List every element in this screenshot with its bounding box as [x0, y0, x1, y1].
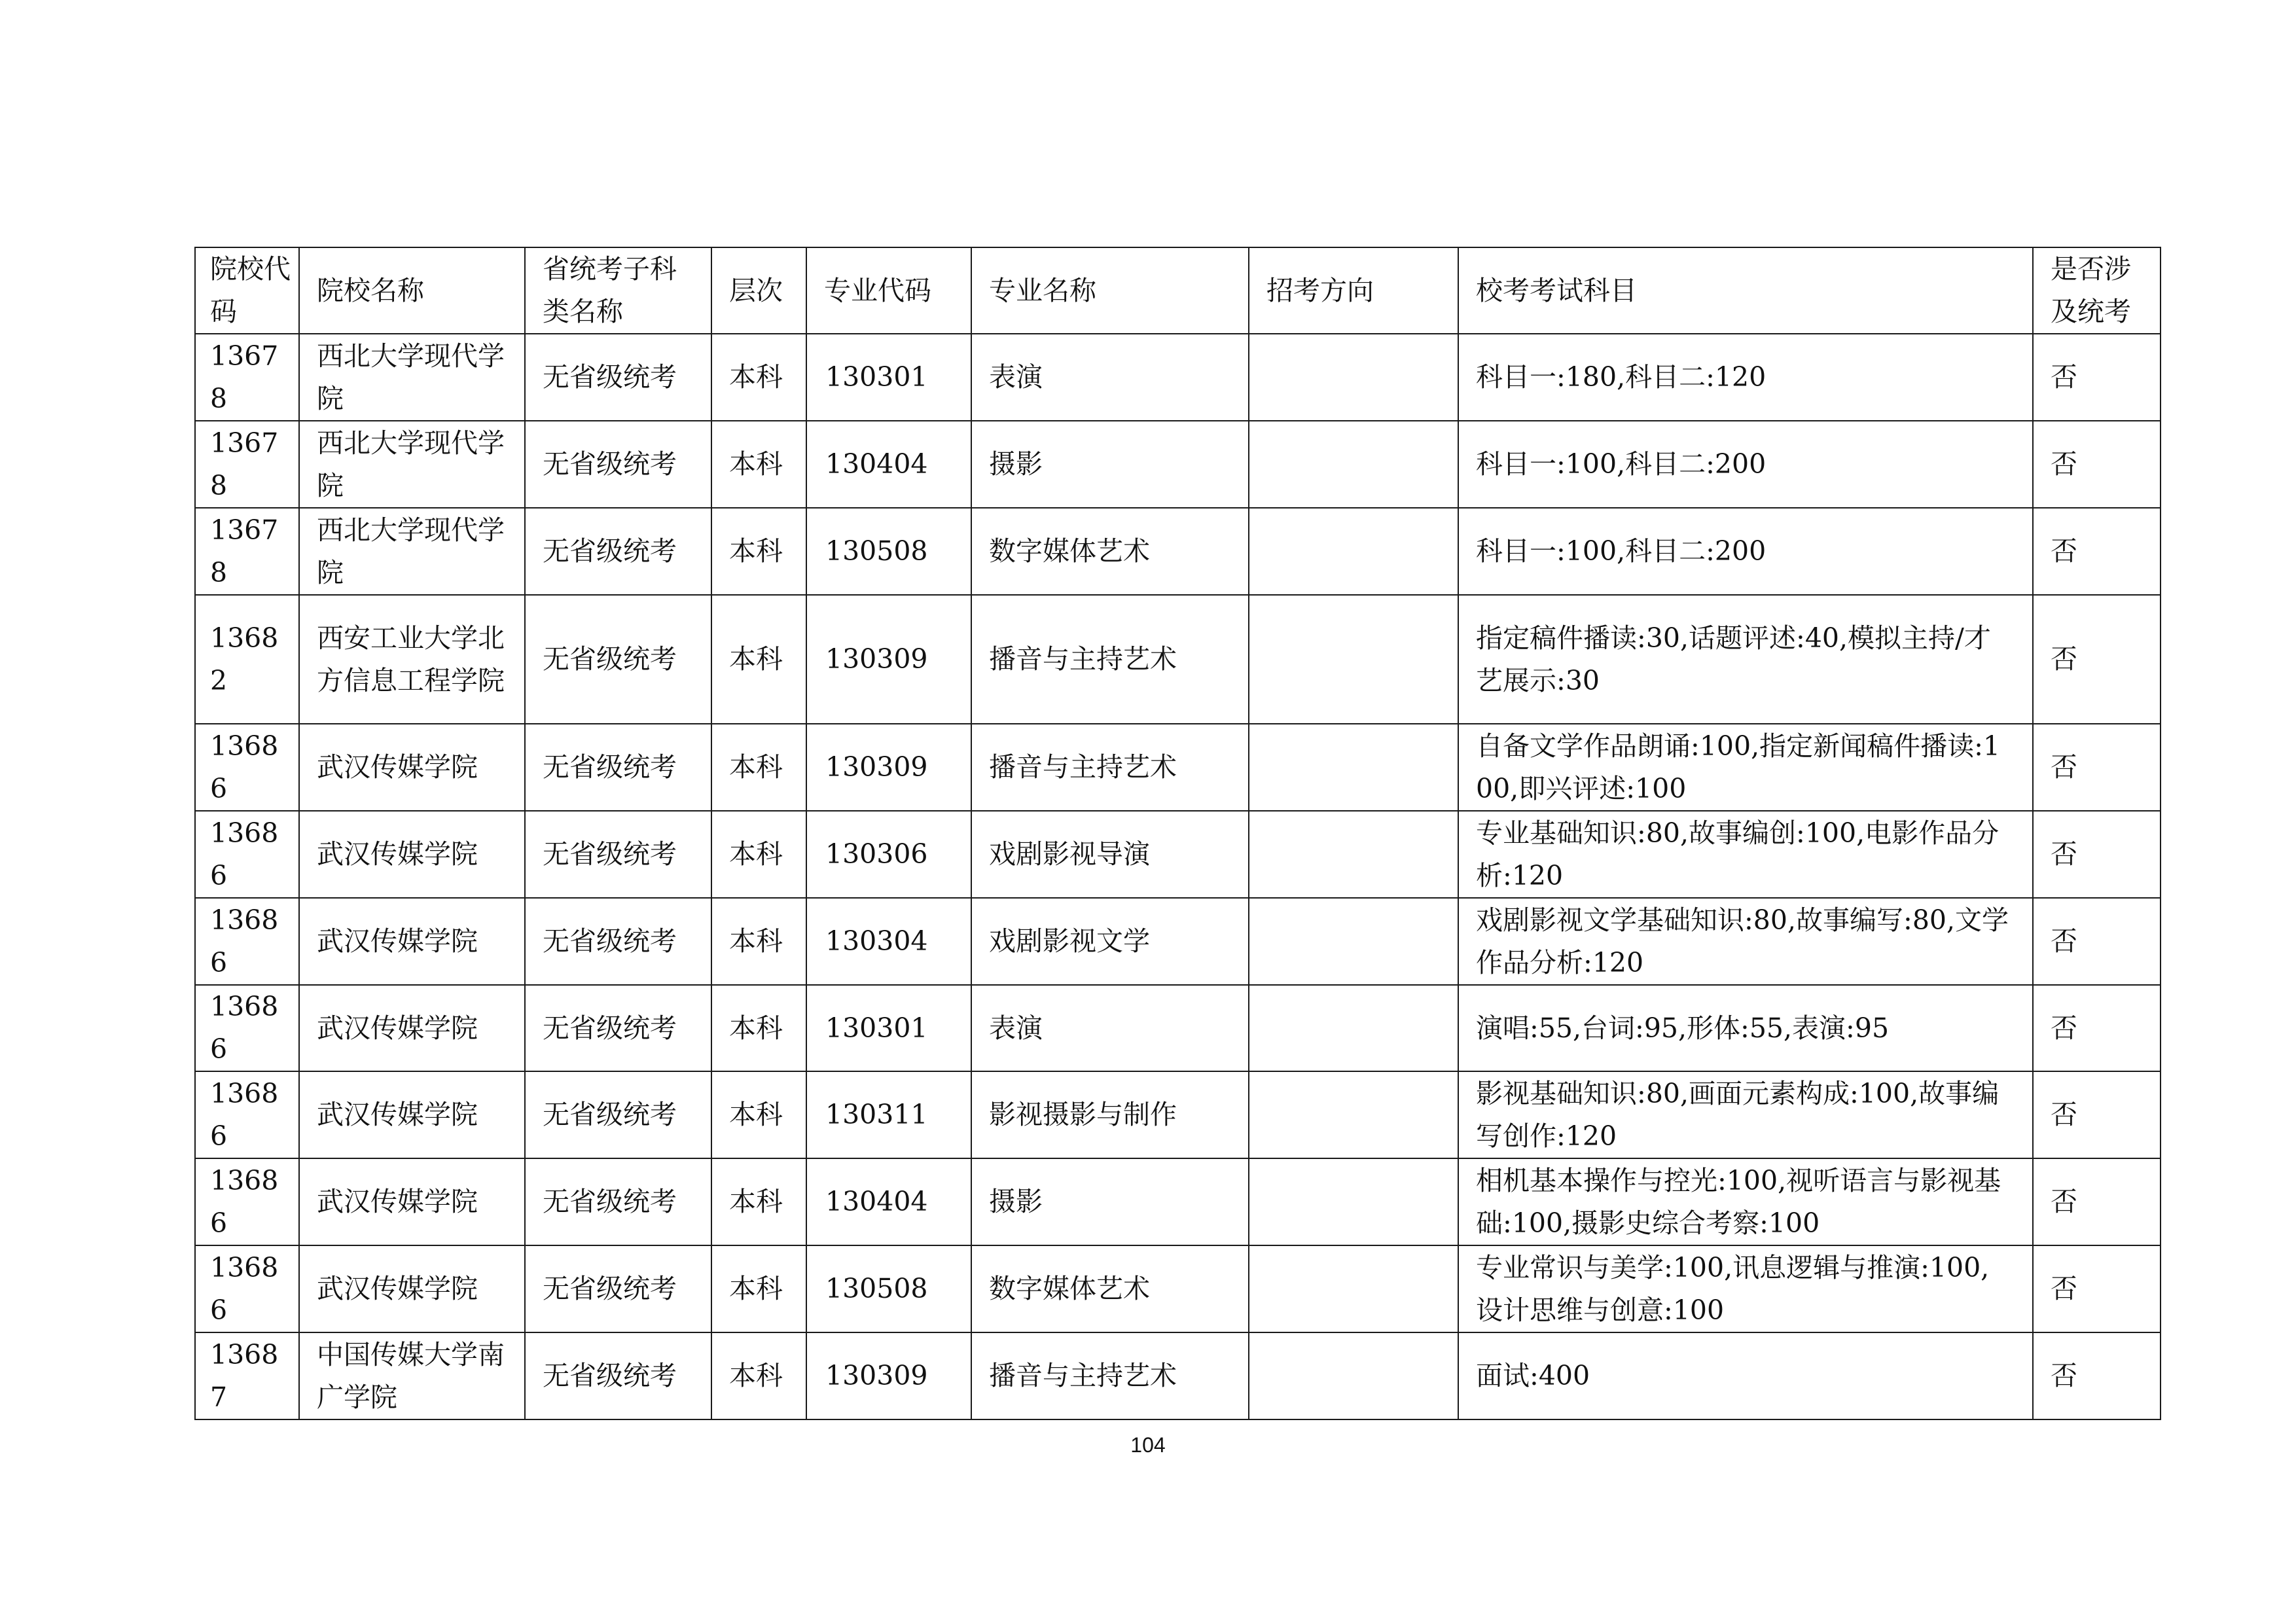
cell-school-code: 13678: [195, 508, 299, 595]
table-row: [195, 595, 2161, 724]
cell-major-code: 130309: [806, 595, 971, 724]
cell-exam-subjects: 指定稿件播读:30,话题评述:40,模拟主持/才艺展示:30: [1458, 595, 2033, 724]
cell-school-name: 西安工业大学北方信息工程学院: [299, 595, 525, 724]
cell-unified-exam: 否: [2033, 985, 2161, 1071]
header-major-code: 专业代码: [806, 247, 971, 334]
cell-direction: [1249, 595, 1458, 724]
table-row: [195, 898, 2161, 985]
cell-subcategory: 无省级统考: [525, 1071, 711, 1158]
cell-major-code: 130309: [806, 1332, 971, 1419]
cell-unified-exam: 否: [2033, 1245, 2161, 1332]
cell-direction: [1249, 1332, 1458, 1419]
header-major-name: 专业名称: [971, 247, 1249, 334]
cell-school-code: 13687: [195, 1332, 299, 1419]
cell-major-code: 130404: [806, 421, 971, 508]
header-subcategory: 省统考子科类名称: [525, 247, 711, 334]
cell-direction: [1249, 1071, 1458, 1158]
table-row: [195, 508, 2161, 595]
cell-major-code: 130301: [806, 334, 971, 421]
cell-school-name: 武汉传媒学院: [299, 811, 525, 898]
cell-unified-exam: 否: [2033, 1332, 2161, 1419]
cell-major-name: 摄影: [971, 1158, 1249, 1245]
cell-unified-exam: 否: [2033, 811, 2161, 898]
cell-subcategory: 无省级统考: [525, 1332, 711, 1419]
table-row: [195, 1071, 2161, 1158]
cell-major-code: 130304: [806, 898, 971, 985]
cell-major-name: 影视摄影与制作: [971, 1071, 1249, 1158]
cell-major-code: 130508: [806, 508, 971, 595]
cell-school-code: 13686: [195, 724, 299, 811]
cell-school-code: 13682: [195, 595, 299, 724]
cell-level: 本科: [711, 811, 806, 898]
header-school-code: 院校代码: [195, 247, 299, 334]
page-number: 104: [1130, 1433, 1166, 1457]
cell-unified-exam: 否: [2033, 724, 2161, 811]
cell-level: 本科: [711, 595, 806, 724]
cell-level: 本科: [711, 1332, 806, 1419]
cell-major-name: 数字媒体艺术: [971, 508, 1249, 595]
cell-school-name: 武汉传媒学院: [299, 1245, 525, 1332]
table-body: [195, 334, 2161, 1419]
cell-school-code: 13686: [195, 1071, 299, 1158]
cell-subcategory: 无省级统考: [525, 985, 711, 1071]
cell-subcategory: 无省级统考: [525, 421, 711, 508]
cell-school-name: 武汉传媒学院: [299, 898, 525, 985]
cell-exam-subjects: 科目一:100,科目二:200: [1458, 508, 2033, 595]
cell-major-name: 戏剧影视文学: [971, 898, 1249, 985]
table-row: [195, 985, 2161, 1071]
cell-major-name: 数字媒体艺术: [971, 1245, 1249, 1332]
cell-unified-exam: 否: [2033, 898, 2161, 985]
header-school-name: 院校名称: [299, 247, 525, 334]
cell-level: 本科: [711, 421, 806, 508]
admissions-table: [194, 247, 2161, 1420]
cell-subcategory: 无省级统考: [525, 898, 711, 985]
cell-level: 本科: [711, 985, 806, 1071]
cell-unified-exam: 否: [2033, 421, 2161, 508]
cell-direction: [1249, 724, 1458, 811]
cell-major-name: 摄影: [971, 421, 1249, 508]
cell-school-name: 西北大学现代学院: [299, 421, 525, 508]
cell-direction: [1249, 811, 1458, 898]
cell-major-name: 表演: [971, 334, 1249, 421]
cell-school-name: 西北大学现代学院: [299, 334, 525, 421]
cell-unified-exam: 否: [2033, 508, 2161, 595]
cell-school-name: 武汉传媒学院: [299, 724, 525, 811]
header-row: [195, 247, 2161, 334]
table-row: [195, 724, 2161, 811]
cell-school-code: 13678: [195, 421, 299, 508]
table-row: [195, 811, 2161, 898]
table-row: [195, 1158, 2161, 1245]
cell-school-name: 武汉传媒学院: [299, 1071, 525, 1158]
header-level: 层次: [711, 247, 806, 334]
cell-direction: [1249, 421, 1458, 508]
cell-subcategory: 无省级统考: [525, 334, 711, 421]
cell-major-name: 播音与主持艺术: [971, 724, 1249, 811]
cell-major-code: 130309: [806, 724, 971, 811]
cell-direction: [1249, 898, 1458, 985]
cell-major-name: 播音与主持艺术: [971, 595, 1249, 724]
header-unified-exam: 是否涉及统考: [2033, 247, 2161, 334]
header-exam-subjects: 校考考试科目: [1458, 247, 2033, 334]
cell-exam-subjects: 面试:400: [1458, 1332, 2033, 1419]
header-direction: 招考方向: [1249, 247, 1458, 334]
table-row: [195, 334, 2161, 421]
cell-subcategory: 无省级统考: [525, 1245, 711, 1332]
cell-level: 本科: [711, 508, 806, 595]
cell-exam-subjects: 戏剧影视文学基础知识:80,故事编写:80,文学作品分析:120: [1458, 898, 2033, 985]
cell-unified-exam: 否: [2033, 1071, 2161, 1158]
cell-school-name: 武汉传媒学院: [299, 985, 525, 1071]
cell-major-name: 表演: [971, 985, 1249, 1071]
cell-subcategory: 无省级统考: [525, 595, 711, 724]
cell-exam-subjects: 影视基础知识:80,画面元素构成:100,故事编写创作:120: [1458, 1071, 2033, 1158]
cell-major-name: 播音与主持艺术: [971, 1332, 1249, 1419]
cell-major-code: 130508: [806, 1245, 971, 1332]
cell-exam-subjects: 自备文学作品朗诵:100,指定新闻稿件播读:100,即兴评述:100: [1458, 724, 2033, 811]
cell-school-name: 西北大学现代学院: [299, 508, 525, 595]
cell-level: 本科: [711, 334, 806, 421]
cell-direction: [1249, 1245, 1458, 1332]
cell-direction: [1249, 508, 1458, 595]
cell-exam-subjects: 科目一:100,科目二:200: [1458, 421, 2033, 508]
cell-level: 本科: [711, 724, 806, 811]
cell-major-name: 戏剧影视导演: [971, 811, 1249, 898]
table-row: [195, 1332, 2161, 1419]
cell-level: 本科: [711, 1158, 806, 1245]
cell-major-code: 130404: [806, 1158, 971, 1245]
cell-school-code: 13686: [195, 898, 299, 985]
cell-direction: [1249, 1158, 1458, 1245]
cell-school-name: 武汉传媒学院: [299, 1158, 525, 1245]
cell-school-code: 13686: [195, 1158, 299, 1245]
cell-subcategory: 无省级统考: [525, 1158, 711, 1245]
cell-major-code: 130301: [806, 985, 971, 1071]
cell-level: 本科: [711, 898, 806, 985]
table-row: [195, 1245, 2161, 1332]
cell-subcategory: 无省级统考: [525, 811, 711, 898]
cell-school-code: 13686: [195, 985, 299, 1071]
cell-unified-exam: 否: [2033, 1158, 2161, 1245]
cell-school-code: 13678: [195, 334, 299, 421]
cell-level: 本科: [711, 1245, 806, 1332]
cell-unified-exam: 否: [2033, 595, 2161, 724]
cell-level: 本科: [711, 1071, 806, 1158]
cell-direction: [1249, 334, 1458, 421]
cell-school-code: 13686: [195, 1245, 299, 1332]
cell-subcategory: 无省级统考: [525, 508, 711, 595]
cell-direction: [1249, 985, 1458, 1071]
cell-school-code: 13686: [195, 811, 299, 898]
table-row: [195, 421, 2161, 508]
cell-school-name: 中国传媒大学南广学院: [299, 1332, 525, 1419]
cell-unified-exam: 否: [2033, 334, 2161, 421]
cell-major-code: 130306: [806, 811, 971, 898]
cell-major-code: 130311: [806, 1071, 971, 1158]
cell-exam-subjects: 科目一:180,科目二:120: [1458, 334, 2033, 421]
cell-exam-subjects: 相机基本操作与控光:100,视听语言与影视基础:100,摄影史综合考察:100: [1458, 1158, 2033, 1245]
cell-exam-subjects: 演唱:55,台词:95,形体:55,表演:95: [1458, 985, 2033, 1071]
cell-subcategory: 无省级统考: [525, 724, 711, 811]
cell-exam-subjects: 专业常识与美学:100,讯息逻辑与推演:100,设计思维与创意:100: [1458, 1245, 2033, 1332]
cell-exam-subjects: 专业基础知识:80,故事编创:100,电影作品分析:120: [1458, 811, 2033, 898]
